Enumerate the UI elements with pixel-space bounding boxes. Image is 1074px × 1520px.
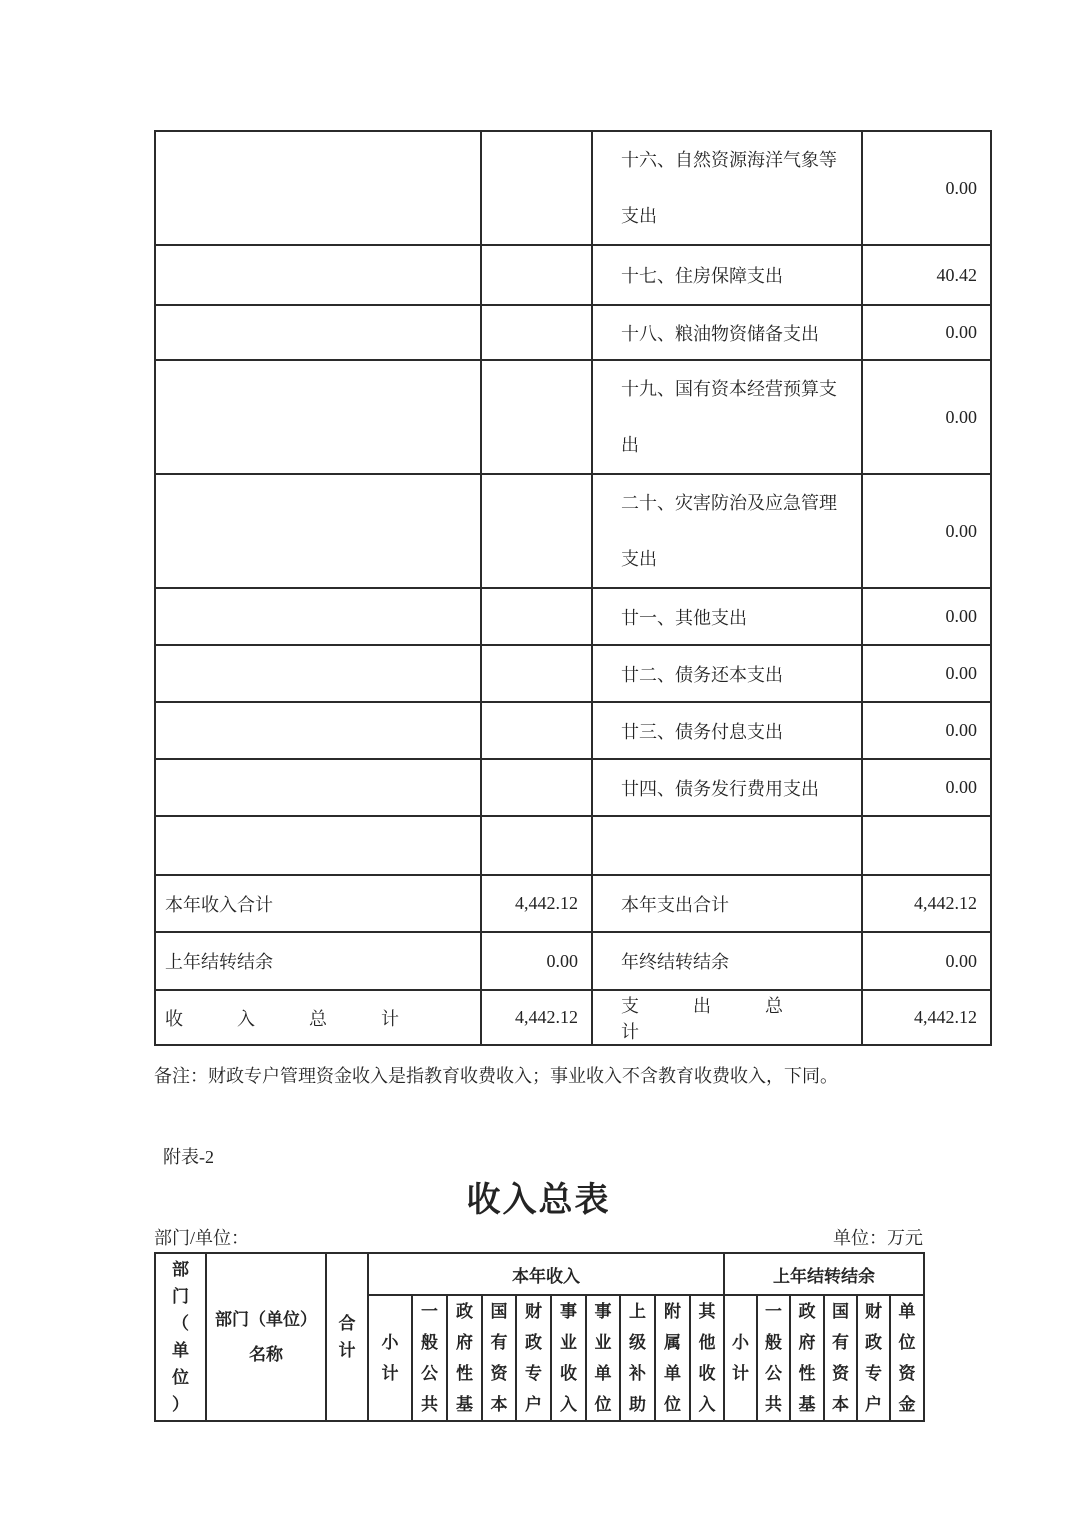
- income-amount-cell: [481, 474, 592, 588]
- income-amount-cell: [481, 245, 592, 305]
- expense-item-cell: 廿三、债务付息支出: [592, 702, 862, 759]
- income-amount-cell: [481, 588, 592, 645]
- expense-amount-cell: 0.00: [862, 305, 991, 360]
- expense-item-cell: 廿四、债务发行费用支出: [592, 759, 862, 816]
- budget-summary-table: [154, 130, 992, 1046]
- income-amount-cell: [481, 702, 592, 759]
- subcolumn-header-cell: [551, 1295, 586, 1421]
- expense-item-cell: 支 出 总 计: [592, 990, 862, 1045]
- subcolumn-header-cell: [655, 1295, 690, 1421]
- income-amount-cell: 4,442.12: [481, 990, 592, 1045]
- income-item-cell: 上年结转结余: [155, 932, 481, 990]
- header-group-row: [155, 1253, 924, 1295]
- appendix-label: 附表-2: [163, 1147, 214, 1167]
- income-item-cell: 本年收入合计: [155, 875, 481, 932]
- vertical-label: 政府性基: [798, 1302, 816, 1414]
- income-amount-cell: 0.00: [481, 932, 592, 990]
- vertical-label: 其他收入: [698, 1302, 716, 1414]
- income-item-cell: [155, 131, 481, 245]
- subcolumn-header-cell: [586, 1295, 620, 1421]
- vertical-label: 财政专户: [865, 1302, 882, 1414]
- income-summary-table: [154, 1252, 925, 1422]
- income-item-cell: [155, 245, 481, 305]
- expense-item-cell: 十六、自然资源海洋气象等支出: [592, 131, 862, 245]
- header-label: 部门（单位）名称: [215, 1310, 317, 1364]
- income-amount-cell: [481, 360, 592, 474]
- vertical-label: 政府性基: [456, 1302, 473, 1414]
- expense-item-cell: 廿一、其他支出: [592, 588, 862, 645]
- dept-unit-header-cell: [155, 1253, 206, 1421]
- income-item-cell: [155, 759, 481, 816]
- subcolumn-header-cell: [690, 1295, 724, 1421]
- table-row: [155, 588, 991, 645]
- vertical-label: 小计: [732, 1333, 749, 1383]
- subcolumn-header-cell: [757, 1295, 790, 1421]
- dept-unit-caption: 部门/单位：: [154, 1228, 250, 1248]
- income-item-cell: [155, 645, 481, 702]
- expense-item-cell: 年终结转结余: [592, 932, 862, 990]
- table-row: [155, 702, 991, 759]
- expense-amount-cell: 0.00: [862, 360, 991, 474]
- table-row: [155, 131, 991, 245]
- subcolumn-header-cell: [724, 1295, 757, 1421]
- vertical-label: 国有资本: [832, 1302, 849, 1414]
- income-amount-cell: [481, 645, 592, 702]
- income-item-cell: [155, 588, 481, 645]
- subcolumn-header-cell: [482, 1295, 516, 1421]
- footnote: 备注：财政专户管理资金收入是指教育收费收入；事业收入不含教育收费收入，下同。: [154, 1066, 838, 1086]
- subcolumn-header-cell: [447, 1295, 482, 1421]
- vertical-label: 财政专户: [525, 1302, 542, 1414]
- expense-item-cell: 二十、灾害防治及应急管理支出: [592, 474, 862, 588]
- income-item-cell: [155, 474, 481, 588]
- expense-item-cell: 十八、粮油物资储备支出: [592, 305, 862, 360]
- table-row: [155, 360, 991, 474]
- vertical-label: 一般公共: [765, 1302, 782, 1414]
- expense-amount-cell: 40.42: [862, 245, 991, 305]
- subcolumn-header-cell: [890, 1295, 924, 1421]
- expense-item-cell: [592, 816, 862, 875]
- table-row-empty: [155, 816, 991, 875]
- vertical-label: 合计: [338, 1314, 356, 1360]
- subcolumn-header-cell: [368, 1295, 412, 1421]
- vertical-label: 部门（单位）: [172, 1260, 189, 1414]
- unit-caption: 单位：万元: [833, 1228, 923, 1248]
- expense-amount-cell: 0.00: [862, 645, 991, 702]
- table-row: [155, 759, 991, 816]
- income-item-cell: [155, 305, 481, 360]
- page-title: 收入总表: [466, 1182, 611, 1219]
- expense-item-cell: 十七、住房保障支出: [592, 245, 862, 305]
- expense-amount-cell: 0.00: [862, 588, 991, 645]
- vertical-label: 一般公共: [421, 1302, 438, 1414]
- prior-year-carryover-group-header: 上年结转结余: [724, 1253, 924, 1295]
- income-amount-cell: [481, 305, 592, 360]
- subcolumn-header-cell: [620, 1295, 655, 1421]
- expense-amount-cell: 0.00: [862, 131, 991, 245]
- vertical-label: 事业收入: [560, 1302, 577, 1414]
- income-amount-cell: 4,442.12: [481, 875, 592, 932]
- current-year-income-group-header: 本年收入: [368, 1253, 724, 1295]
- subcolumn-header-cell: [412, 1295, 447, 1421]
- expense-amount-cell: 0.00: [862, 932, 991, 990]
- table-row: [155, 645, 991, 702]
- vertical-label: 国有资本: [490, 1302, 508, 1414]
- vertical-label: 事业单位: [594, 1302, 612, 1414]
- income-amount-cell: [481, 759, 592, 816]
- table-row: [155, 305, 991, 360]
- income-item-cell: [155, 702, 481, 759]
- subcolumn-header-cell: [857, 1295, 890, 1421]
- vertical-label: 附属单位: [664, 1302, 681, 1414]
- income-item-cell: [155, 360, 481, 474]
- table-row: [155, 474, 991, 588]
- income-amount-cell: [481, 816, 592, 875]
- expense-amount-cell: 4,442.12: [862, 990, 991, 1045]
- vertical-label: 小计: [381, 1333, 399, 1383]
- expense-item-cell: 廿二、债务还本支出: [592, 645, 862, 702]
- subcolumn-header-cell: [790, 1295, 824, 1421]
- expense-amount-cell: 4,442.12: [862, 875, 991, 932]
- dept-name-header-cell: [206, 1253, 326, 1421]
- expense-item-cell: 十九、国有资本经营预算支出: [592, 360, 862, 474]
- expense-amount-cell: 0.00: [862, 474, 991, 588]
- income-item-cell: 收 入 总 计: [155, 990, 481, 1045]
- caption-row: [154, 1224, 923, 1250]
- table-row: [155, 245, 991, 305]
- income-amount-cell: [481, 131, 592, 245]
- subcolumn-header-cell: [516, 1295, 551, 1421]
- expense-amount-cell: 0.00: [862, 702, 991, 759]
- table-row-carryover: [155, 932, 991, 990]
- table-row-income-total: [155, 875, 991, 932]
- income-item-cell: [155, 816, 481, 875]
- expense-item-cell: 本年支出合计: [592, 875, 862, 932]
- expense-amount-cell: [862, 816, 991, 875]
- subcolumn-header-cell: [824, 1295, 857, 1421]
- vertical-label: 单位资金: [898, 1302, 916, 1414]
- total-header-cell: [326, 1253, 368, 1421]
- table-row-grand-total: [155, 990, 991, 1045]
- vertical-label: 上级补助: [629, 1302, 646, 1414]
- expense-amount-cell: 0.00: [862, 759, 991, 816]
